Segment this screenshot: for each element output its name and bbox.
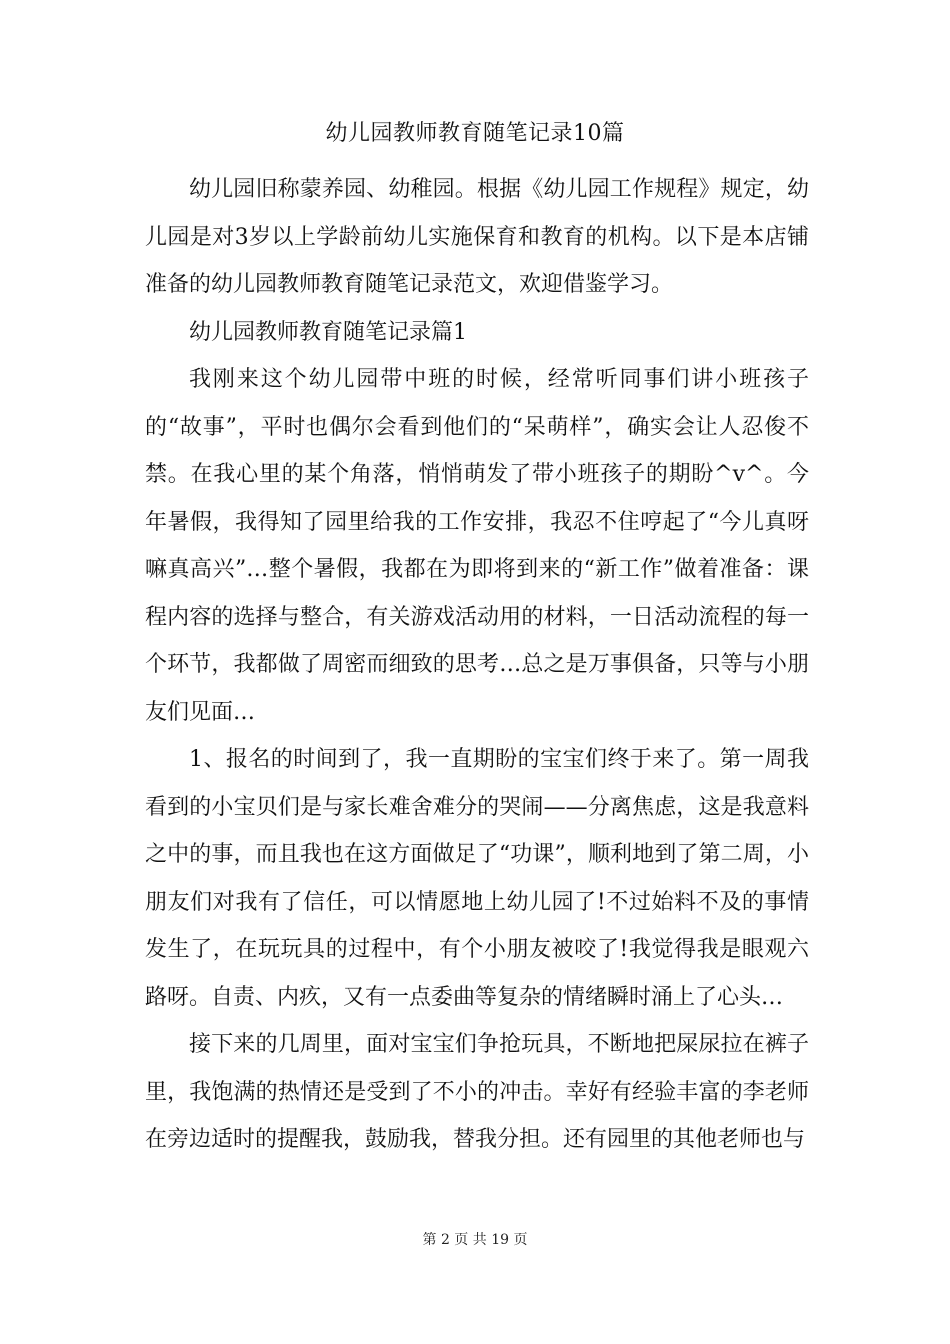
body-paragraph: 接下来的几周里，面对宝宝们争抢玩具，不断地把屎尿拉在裤子里，我饱满的热情还是受到了不小的冲击。幸好有经验丰富的李老师在旁边适时的提醒我，鼓励我，替我分担。还有园里的其他老师也与 [145, 1032, 809, 1152]
document-title: 幼儿园教师教育随笔记录10篇 [325, 121, 625, 146]
body-paragraph: 1、报名的时间到了，我一直期盼的宝宝们终于来了。第一周我看到的小宝贝们是与家长难舍难分的哭闹——分离焦虑，这是我意料之中的事，而且我也在这方面做足了“功课”，顺利地到了第二周，小朋友们对我有了信任，可以情愿地上幼儿园了!不过始料不及的事情发生了，在玩玩具的过程中，有个小朋友被咬了!我觉得我是眼观六路呀。自责、内疚，又有一点委曲等复杂的情绪瞬时涌上了心头… [145, 747, 809, 1010]
body-paragraph: 我刚来这个幼儿园带中班的时候，经常听同事们讲小班孩子的“故事”，平时也偶尔会看到他们的“呆萌样”，确实会让人忍俊不禁。在我心里的某个角落，悄悄萌发了带小班孩子的期盼^v^。今年暑假，我得知了园里给我的工作安排，我忍不住哼起了“今儿真呀嘛真高兴”…整个暑假，我都在为即将到来的“新工作”做着准备：课程内容的选择与整合，有关游戏活动用的材料，一日活动流程的每一个环节，我都做了周密而细致的思考…总之是万事俱备，只等与小朋友们见面… [145, 367, 809, 725]
section-heading: 幼儿园教师教育随笔记录篇1 [189, 319, 467, 345]
document-body [145, 166, 809, 1164]
page-number-footer: 第 2 页 共 19 页 [422, 1232, 528, 1248]
intro-paragraph: 幼儿园旧称蒙养园、幼稚园。根据《幼儿园工作规程》规定，幼儿园是对3岁以上学龄前幼儿实施保育和教育的机构。以下是本店铺准备的幼儿园教师教育随笔记录范文，欢迎借鉴学习。 [145, 177, 809, 297]
